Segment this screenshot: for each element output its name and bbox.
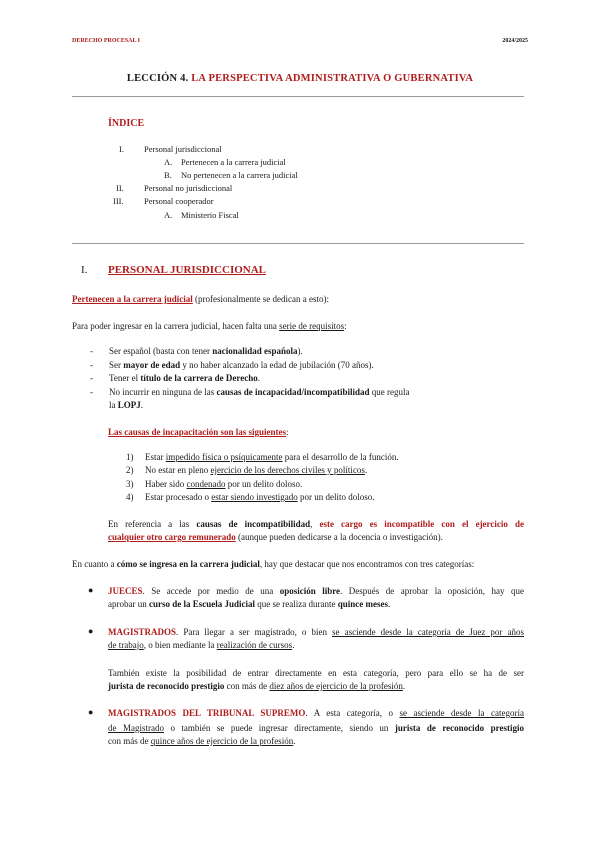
section-number: I. bbox=[81, 264, 88, 276]
list-item-continuation: aprobar un curso de la Escuela Judicial que se realiza durante quince meses. bbox=[108, 599, 391, 609]
list-item: Haber sido condenado por un delito doloso. bbox=[145, 479, 303, 489]
paragraph-continuation: jurista de reconocido prestigio con más de diez años de ejercicio de la profesión. bbox=[108, 681, 406, 691]
paragraph: Para poder ingresar en la carrera judicial, hacen falta una serie de requisitos: bbox=[72, 321, 347, 331]
list-item: Ser mayor de edad y no haber alcanzado la edad de jubilación (70 años). bbox=[109, 360, 374, 370]
section-heading bbox=[81, 264, 266, 276]
list-item: Ser español (basta con tener nacionalidad española). bbox=[109, 346, 303, 356]
list-item-continuation: de Magistrado o también se puede ingresar directamente, siendo un jurista de reconocido prestigio bbox=[108, 723, 524, 733]
section-title: PERSONAL JURISDICCIONAL bbox=[108, 264, 267, 276]
title-rest: LA PERSPECTIVA ADMINISTRATIVA O GUBERNATIVA bbox=[188, 73, 474, 84]
list-item: JUECES. Se accede por medio de una oposición libre. Después de aprobar la oposición, hay que bbox=[108, 586, 524, 596]
list-item-continuation: la LOPJ. bbox=[109, 400, 144, 410]
list-item: No incurrir en ninguna de las causas de incapacidad/incompatibilidad que regula bbox=[109, 387, 410, 397]
paragraph: En cuanto a cómo se ingresa en la carrera judicial, hay que destacar que nos encontramos con tres categorías: bbox=[72, 559, 475, 569]
list-item-continuation: de trabajo, o bien mediante la realización de cursos. bbox=[108, 640, 295, 650]
list-item: Estar impedido física o psíquicamente para el desarrollo de la función. bbox=[145, 452, 399, 462]
paragraph: Pertenecen a la carrera judicial (profesionalmente se dedican a esto): bbox=[72, 294, 329, 304]
incapacity-heading: Las causas de incapacitación son las siguientes: bbox=[108, 427, 289, 437]
toc-heading: ÍNDICE bbox=[108, 118, 145, 129]
page-title bbox=[0, 73, 600, 84]
divider bbox=[72, 243, 524, 244]
header-course: DERECHO PROCESAL I bbox=[72, 38, 141, 44]
paragraph: También existe la posibilidad de entrar directamente en esta categoría, pero para ello se ha de ser bbox=[108, 668, 524, 678]
paragraph-continuation: cualquier otro cargo remunerado (aunque pueden dedicarse a la docencia o investigación). bbox=[108, 532, 443, 542]
list-item-continuation: con más de quince años de ejercicio de la profesión. bbox=[108, 736, 296, 746]
paragraph: En referencia a las causas de incompatibilidad, este cargo es incompatible con el ejercicio de bbox=[108, 519, 524, 529]
list-item: MAGISTRADOS DEL TRIBUNAL SUPREMO. A esta categoría, o se asciende desde la categoría bbox=[108, 708, 524, 718]
title-prefix: LECCIÓN 4. bbox=[126, 73, 189, 84]
list-item: No estar en pleno ejercicio de los derechos civiles y políticos. bbox=[145, 465, 368, 475]
divider bbox=[72, 96, 524, 97]
list-item: Tener el título de la carrera de Derecho. bbox=[109, 373, 260, 383]
list-item: Estar procesado o estar siendo investigado por un delito doloso. bbox=[145, 492, 375, 502]
list-item: MAGISTRADOS. Para llegar a ser magistrado, o bien se asciende desde la categoría de Juez por años bbox=[108, 627, 524, 637]
header-year: 2024/2025 bbox=[502, 38, 528, 44]
